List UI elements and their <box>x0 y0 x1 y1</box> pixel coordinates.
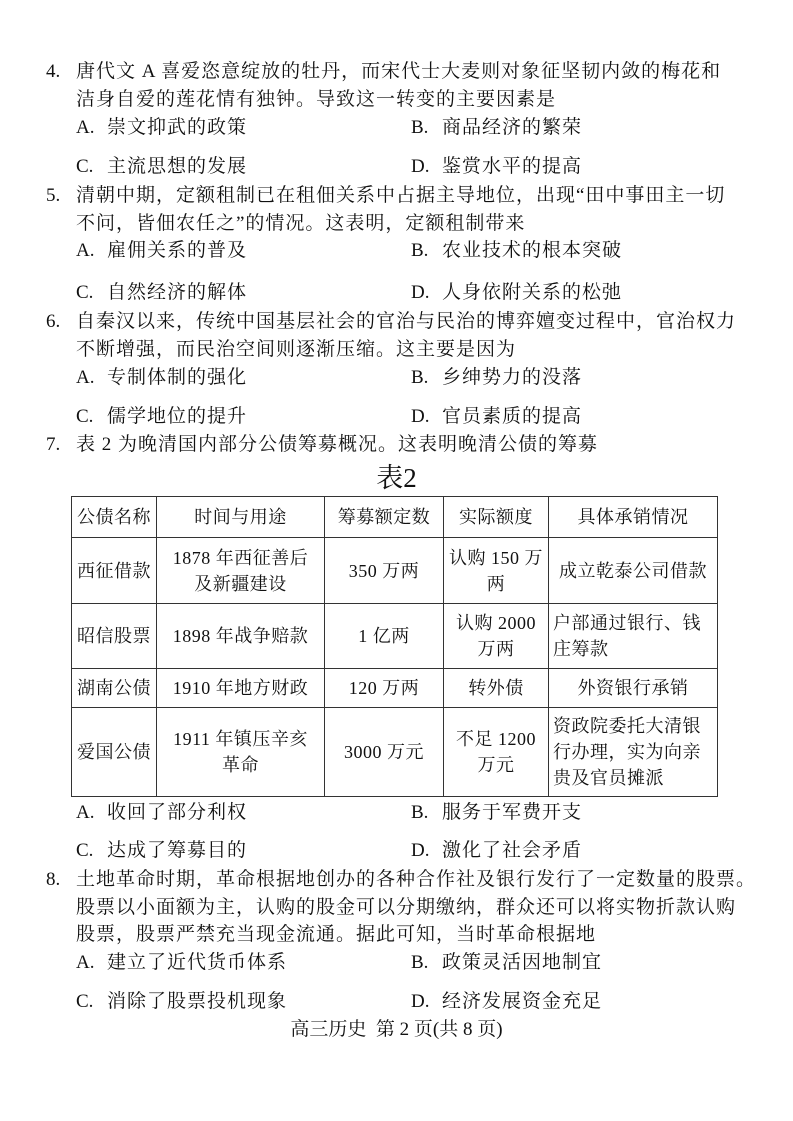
cell-line: 外资银行承销 <box>577 678 689 698</box>
option-text: 官员素质的提高 <box>442 406 583 427</box>
time-purpose-cell <box>157 708 325 797</box>
option-d <box>411 988 602 1016</box>
option-label: A. <box>76 802 95 823</box>
option-text: 农业技术的根本突破 <box>442 240 623 261</box>
cell-line: 户部通过银行、钱 <box>553 613 701 633</box>
option-d <box>411 403 582 431</box>
option-label: B. <box>411 240 429 261</box>
cell-line: 及新疆建设 <box>194 573 287 594</box>
option-text: 商品经济的繁荣 <box>442 117 583 138</box>
underwriting-cell <box>549 669 718 708</box>
cell-line: 庄筹款 <box>553 639 609 659</box>
option-b <box>411 949 602 977</box>
option-text: 崇文抑武的政策 <box>107 117 248 138</box>
bond-table <box>71 496 718 797</box>
option-d <box>411 279 622 307</box>
option-label: D. <box>411 840 430 861</box>
actual-amount-cell <box>444 708 549 797</box>
question-stem-line: 自秦汉以来，传统中国基层社会的官治与民治的博弈嬗变过程中，官治权力 <box>76 311 737 332</box>
option-c <box>76 279 247 307</box>
question-number: 6. <box>46 311 61 332</box>
option-text: 激化了社会矛盾 <box>442 840 583 861</box>
option-text: 经济发展资金充足 <box>442 991 603 1012</box>
option-b <box>411 364 582 392</box>
question-stem-line: 股票，股票严禁充当现金流通。据此可知，当时革命根据地 <box>76 924 597 945</box>
quota-cell: 1 亿两 <box>325 604 444 669</box>
option-c <box>76 403 247 431</box>
option-text: 雇佣关系的普及 <box>107 240 248 261</box>
cell-line: 转外债 <box>468 678 524 698</box>
column-header: 公债名称 <box>72 497 157 538</box>
question-stem-line: 洁身自爱的莲花情有独钟。导致这一转变的主要因素是 <box>76 89 557 110</box>
cell-line: 不足 1200 <box>456 729 536 749</box>
underwriting-cell <box>549 708 718 797</box>
cell-line: 革命 <box>222 755 259 775</box>
cell-line: 万两 <box>477 639 515 659</box>
option-label: B. <box>411 367 429 388</box>
cell-line: 1911 年镇压辛亥 <box>173 729 308 749</box>
cell-line: 贵及官员摊派 <box>553 768 664 788</box>
option-text: 服务于军费开支 <box>442 802 583 823</box>
option-label: D. <box>411 156 430 177</box>
question-number: 8. <box>46 869 61 890</box>
option-label: D. <box>411 406 430 427</box>
option-text: 鉴赏水平的提高 <box>442 156 583 177</box>
time-purpose-cell <box>157 604 325 669</box>
option-label: D. <box>411 282 430 303</box>
actual-amount-cell <box>444 669 549 708</box>
actual-amount-cell <box>444 538 549 604</box>
option-text: 收回了部分利权 <box>107 802 248 823</box>
table-title: 表2 <box>376 463 417 493</box>
actual-amount-cell <box>444 604 549 669</box>
question-stem-line: 不断增强，而民治空间则逐渐压缩。这主要是因为 <box>76 339 517 360</box>
option-label: B. <box>411 952 429 973</box>
cell-line: 1878 年西征善后 <box>172 547 309 568</box>
option-d <box>411 153 582 181</box>
option-b <box>411 114 582 142</box>
option-c <box>76 837 247 865</box>
option-text: 消除了股票投机现象 <box>107 991 288 1012</box>
table-row <box>72 604 718 669</box>
option-text: 自然经济的解体 <box>107 282 248 303</box>
option-a <box>76 237 247 265</box>
option-label: A. <box>76 952 95 973</box>
column-header: 时间与用途 <box>157 497 325 538</box>
option-label: C. <box>76 406 94 427</box>
option-a <box>76 799 247 827</box>
question-stem-line: 唐代文 A 喜爱恣意绽放的牡丹，而宋代士大麦则对象征坚韧内敛的梅花和 <box>76 61 722 82</box>
option-label: B. <box>411 802 429 823</box>
option-d <box>411 837 582 865</box>
bond-name-cell: 西征借款 <box>72 538 157 604</box>
cell-line: 万元 <box>477 755 515 775</box>
option-text: 主流思想的发展 <box>107 156 248 177</box>
option-text: 专制体制的强化 <box>107 367 248 388</box>
option-b <box>411 237 622 265</box>
cell-line: 行办理，实为向亲 <box>553 742 701 762</box>
bond-name-cell: 爱国公债 <box>72 708 157 797</box>
option-text: 乡绅势力的没落 <box>442 367 583 388</box>
option-label: C. <box>76 840 94 861</box>
page-footer: 高三历史 第 2 页(共 8 页) <box>290 1019 503 1040</box>
option-label: D. <box>411 991 430 1012</box>
quota-cell: 3000 万元 <box>325 708 444 797</box>
quota-cell: 350 万两 <box>325 538 444 604</box>
question-number: 4. <box>46 61 61 82</box>
bond-name-cell: 湖南公债 <box>72 669 157 708</box>
question-stem-line: 股票以小面额为主，认购的股金可以分期缴纳，群众还可以将实物折款认购 <box>76 897 737 918</box>
cell-line: 认购 2000 <box>456 613 536 633</box>
option-c <box>76 988 287 1016</box>
quota-cell: 120 万两 <box>325 669 444 708</box>
cell-line: 1898 年战争赔款 <box>172 626 309 646</box>
time-purpose-cell <box>157 669 325 708</box>
option-b <box>411 799 582 827</box>
cell-line: 成立乾泰公司借款 <box>559 560 707 581</box>
bond-name-cell: 昭信股票 <box>72 604 157 669</box>
option-text: 达成了筹募目的 <box>107 840 248 861</box>
underwriting-cell <box>549 538 718 604</box>
column-header: 实际额度 <box>444 497 549 538</box>
option-label: C. <box>76 282 94 303</box>
table-header-row <box>72 497 718 538</box>
option-a <box>76 364 247 392</box>
cell-line: 1910 年地方财政 <box>172 678 309 698</box>
option-text: 人身依附关系的松弛 <box>442 282 623 303</box>
column-header: 具体承销情况 <box>549 497 718 538</box>
option-text: 建立了近代货币体系 <box>107 952 288 973</box>
cell-line: 两 <box>486 573 506 594</box>
option-label: C. <box>76 991 94 1012</box>
time-purpose-cell <box>157 538 325 604</box>
table-row <box>72 538 718 604</box>
cell-line: 资政院委托大清银 <box>553 716 701 736</box>
option-text: 儒学地位的提升 <box>107 406 248 427</box>
option-label: A. <box>76 367 95 388</box>
question-stem-line: 不问，皆佃农任之”的情况。这表明，定额租制带来 <box>76 213 526 234</box>
cell-line: 认购 150 万 <box>449 547 543 568</box>
question-stem-line: 表 2 为晚清国内部分公债筹募概况。这表明晚清公债的筹募 <box>76 434 599 455</box>
option-a <box>76 949 287 977</box>
option-label: A. <box>76 117 95 138</box>
option-label: A. <box>76 240 95 261</box>
table-row <box>72 708 718 797</box>
option-text: 政策灵活因地制宜 <box>442 952 603 973</box>
option-a <box>76 114 247 142</box>
question-number: 7. <box>46 434 61 455</box>
underwriting-cell <box>549 604 718 669</box>
question-number: 5. <box>46 185 61 206</box>
option-label: B. <box>411 117 429 138</box>
option-label: C. <box>76 156 94 177</box>
column-header: 筹募额定数 <box>325 497 444 538</box>
table-row <box>72 669 718 708</box>
question-stem-line: 土地革命时期，革命根据地创办的各种合作社及银行发行了一定数量的股票。 <box>76 869 757 890</box>
option-c <box>76 153 247 181</box>
question-stem-line: 清朝中期，定额租制已在租佃关系中占据主导地位，出现“田中事田主一切 <box>76 185 726 206</box>
